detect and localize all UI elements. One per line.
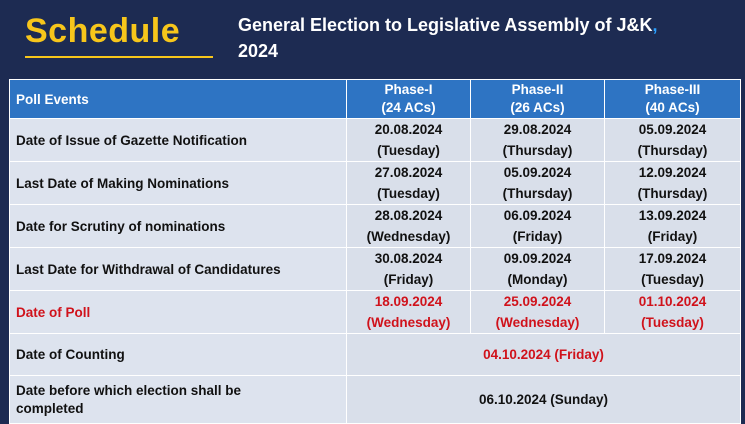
cell-day: (Friday)	[647, 229, 698, 244]
title-comma: ,	[652, 15, 658, 35]
badge-underline	[25, 56, 213, 58]
cell-date: 25.09.2024	[503, 294, 572, 309]
row-event: Date of Issue of Gazette Notification	[10, 119, 347, 162]
cell-date: 29.08.2024	[503, 122, 572, 137]
row-cell	[471, 162, 605, 205]
cell-date: 13.09.2024	[638, 208, 707, 223]
col-header-phase-1	[347, 80, 471, 119]
row-cell	[347, 205, 471, 248]
table-row	[10, 248, 741, 291]
completion-date: 06.10.2024 (Sunday)	[347, 376, 741, 424]
row-cell	[471, 119, 605, 162]
cell-day: (Thursday)	[637, 186, 708, 201]
col-header-phase-3	[605, 80, 741, 119]
completion-event-line2: completed	[16, 400, 84, 416]
row-event: Date of Counting	[10, 334, 347, 376]
row-event: Last Date for Withdrawal of Candidatures	[10, 248, 347, 291]
cell-day: (Wednesday)	[366, 229, 451, 244]
cell-date: 18.09.2024	[374, 294, 443, 309]
completion-event-line1: Date before which election shall be	[16, 382, 242, 398]
cell-date: 20.08.2024	[374, 122, 443, 137]
row-cell	[605, 162, 741, 205]
cell-date: 12.09.2024	[638, 165, 707, 180]
cell-day: (Wednesday)	[495, 315, 580, 330]
cell-date: 05.09.2024	[638, 122, 707, 137]
cell-day: (Tuesday)	[377, 186, 440, 201]
counting-date: 04.10.2024 (Friday)	[347, 334, 741, 376]
cell-day: (Thursday)	[502, 186, 573, 201]
cell-day: (Friday)	[383, 272, 434, 287]
phase-1-acs: (24 ACs)	[381, 100, 436, 115]
table-header-row	[10, 80, 741, 119]
row-event	[10, 376, 347, 424]
title-line2: 2024	[238, 41, 279, 61]
cell-day: (Wednesday)	[366, 315, 451, 330]
schedule-table	[9, 79, 741, 424]
row-cell	[347, 162, 471, 205]
row-cell	[605, 205, 741, 248]
row-cell	[347, 248, 471, 291]
schedule-badge: Schedule	[25, 12, 181, 50]
header	[0, 0, 745, 78]
cell-day: (Thursday)	[637, 143, 708, 158]
row-cell	[471, 248, 605, 291]
phase-2-acs: (26 ACs)	[510, 100, 565, 115]
cell-day: (Tuesday)	[641, 315, 704, 330]
phase-3-acs: (40 ACs)	[645, 100, 700, 115]
phase-1-name: Phase-I	[384, 82, 433, 97]
row-cell	[347, 291, 471, 334]
cell-date: 28.08.2024	[374, 208, 443, 223]
row-event: Date for Scrutiny of nominations	[10, 205, 347, 248]
phase-3-name: Phase-III	[644, 82, 701, 97]
row-event: Last Date of Making Nominations	[10, 162, 347, 205]
page-title	[238, 12, 738, 64]
cell-date: 01.10.2024	[638, 294, 707, 309]
row-cell	[605, 119, 741, 162]
table-row-completion	[10, 376, 741, 424]
table-row-counting	[10, 334, 741, 376]
cell-date: 06.09.2024	[503, 208, 572, 223]
phase-2-name: Phase-II	[511, 82, 564, 97]
cell-date: 27.08.2024	[374, 165, 443, 180]
table-row	[10, 162, 741, 205]
col-header-phase-2	[471, 80, 605, 119]
cell-date: 09.09.2024	[503, 251, 572, 266]
col-header-poll-events: Poll Events	[10, 80, 347, 119]
row-cell	[605, 291, 741, 334]
title-line1: General Election to Legislative Assembly of J&K	[238, 15, 653, 35]
cell-date: 17.09.2024	[638, 251, 707, 266]
row-cell	[471, 205, 605, 248]
table-row-date-of-poll	[10, 291, 741, 334]
row-event: Date of Poll	[10, 291, 347, 334]
cell-day: (Tuesday)	[641, 272, 704, 287]
row-cell	[471, 291, 605, 334]
cell-date: 05.09.2024	[503, 165, 572, 180]
cell-day: (Tuesday)	[377, 143, 440, 158]
cell-date: 30.08.2024	[374, 251, 443, 266]
cell-day: (Monday)	[507, 272, 568, 287]
cell-day: (Thursday)	[502, 143, 573, 158]
row-cell	[347, 119, 471, 162]
table-row	[10, 205, 741, 248]
cell-day: (Friday)	[512, 229, 563, 244]
row-cell	[605, 248, 741, 291]
table-row	[10, 119, 741, 162]
